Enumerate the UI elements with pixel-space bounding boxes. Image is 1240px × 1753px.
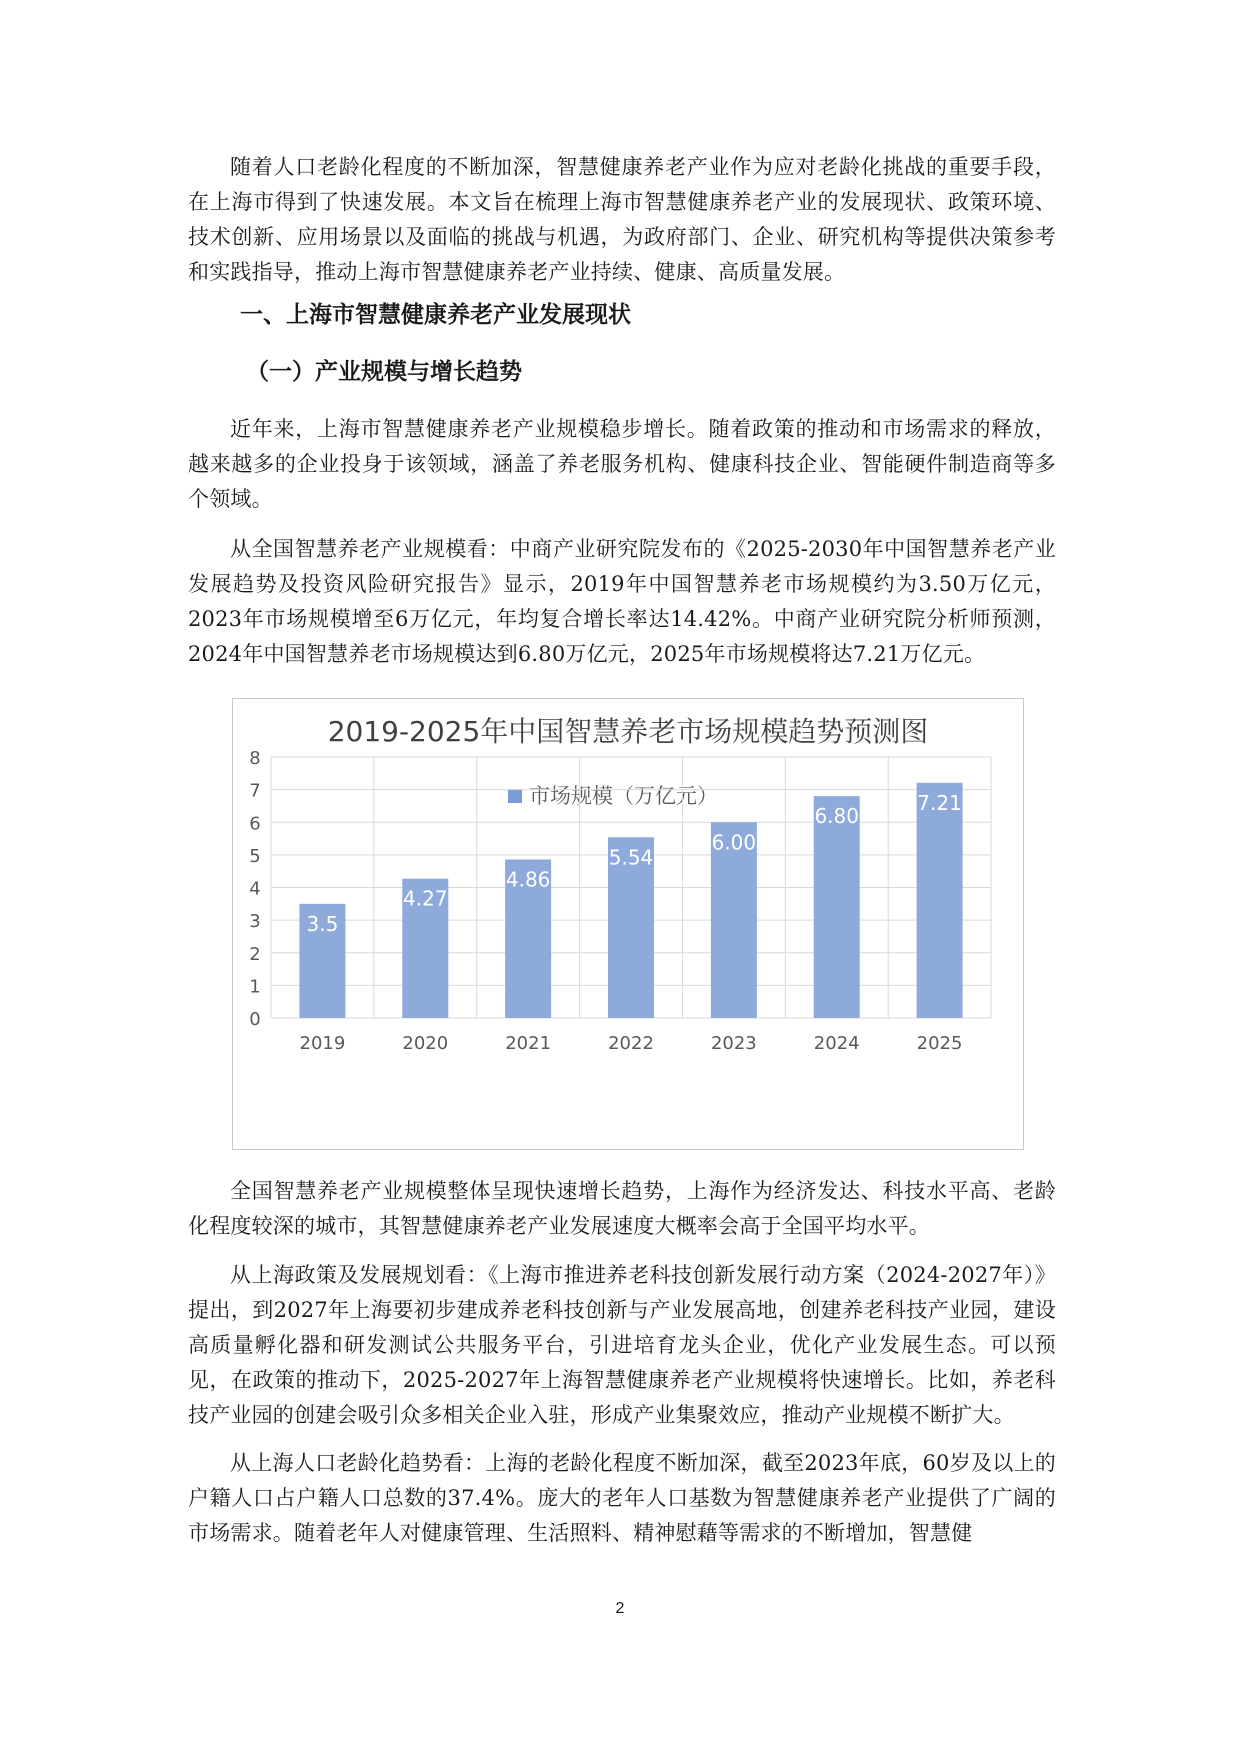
paragraph-national-scale: 从全国智慧养老产业规模看：中商产业研究院发布的《2025-2030年中国智慧养老产业发展趋势及投资风险研究报告》显示，2019年中国智慧养老市场规模约为3.50万亿元，2023年市场规模增至6万亿元，年均复合增长率达14.42%。中商产业研究院分析师预测，2024年中国智慧养老市场规模达到6.80万亿元，2025年市场规模将达7.21万亿元。 (188, 537, 1056, 666)
bar-data-label: 4.27 (403, 886, 448, 911)
x-tick-label: 2021 (505, 1033, 552, 1054)
x-tick-label: 2025 (916, 1033, 963, 1054)
paragraph-shanghai-aging: 从上海人口老龄化趋势看：上海的老龄化程度不断加深，截至2023年底，60岁及以上的户籍人口占户籍人口总数的37.4%。庞大的老年人口基数为智慧健康养老产业提供了广阔的市场需求。随着老年人对健康管理、生活照料、精神慰藉等需求的不断增加，智慧健 (188, 1451, 1056, 1545)
y-tick-label: 8 (249, 748, 261, 769)
x-tick-label: 2023 (710, 1033, 757, 1054)
chart-title: 2019-2025年中国智慧养老市场规模趋势预测图 (327, 715, 929, 748)
chart-bar (814, 796, 860, 1018)
y-tick-label: 7 (249, 780, 261, 802)
chart-legend (508, 784, 718, 808)
y-tick-label: 0 (249, 1009, 261, 1030)
bar-data-label: 4.86 (505, 867, 551, 892)
legend-label: 市场规模（万亿元） (529, 784, 718, 808)
chart-svg (233, 699, 1023, 1149)
bar-data-label: 3.5 (306, 911, 339, 936)
intro-paragraph: 随着人口老龄化程度的不断加深，智慧健康养老产业作为应对老龄化挑战的重要手段，在上海市得到了快速发展。本文旨在梳理上海市智慧健康养老产业的发展现状、政策环境、技术创新、应用场景以及面临的挑战与机遇，为政府部门、企业、研究机构等提供决策参考和实践指导，推动上海市智慧健康养老产业持续、健康、高质量发展。 (188, 155, 1056, 284)
market-size-chart (232, 698, 1024, 1150)
x-tick-label: 2019 (299, 1033, 346, 1054)
bar-data-label: 5.54 (608, 845, 654, 870)
y-tick-label: 2 (249, 943, 261, 965)
y-tick-label: 4 (249, 878, 261, 900)
chart-x-axis (300, 1033, 963, 1054)
chart-bars (299, 783, 962, 1018)
x-tick-label: 2022 (608, 1033, 654, 1054)
x-tick-label: 2020 (402, 1033, 449, 1054)
x-tick-label: 2024 (813, 1033, 860, 1054)
bar-data-label: 6.00 (711, 830, 757, 855)
chart-bar (917, 783, 963, 1018)
paragraph-shanghai-policy: 从上海政策及发展规划看：《上海市推进养老科技创新发展行动方案（2024-2027年）》提出，到2027年上海要初步建成养老科技创新与产业发展高地，创建养老科技产业园，建设高质量孵化器和研发测试公共服务平台，引进培育龙头企业，优化产业发展生态。可以预见，在政策的推动下，2025-2027年上海智慧健康养老产业规模将快速增长。比如，养老科技产业园的创建会吸引众多相关企业入驻，形成产业集聚效应，推动产业规模不断扩大。 (188, 1263, 1056, 1427)
paragraph-industry-scale: 近年来，上海市智慧健康养老产业规模稳步增长。随着政策的推动和市场需求的释放，越来越多的企业投身于该领域，涵盖了养老服务机构、健康科技企业、智能硬件制造商等多个领域。 (188, 417, 1056, 511)
y-tick-label: 5 (249, 845, 261, 867)
bar-data-label: 6.80 (814, 804, 859, 829)
section-heading: 一、上海市智慧健康养老产业发展现状 (240, 302, 631, 328)
y-tick-label: 1 (249, 976, 261, 998)
legend-swatch (508, 789, 522, 803)
y-tick-label: 3 (249, 911, 261, 933)
paragraph-national-trend: 全国智慧养老产业规模整体呈现快速增长趋势，上海作为经济发达、科技水平高、老龄化程度较深的城市，其智慧健康养老产业发展速度大概率会高于全国平均水平。 (188, 1179, 1056, 1238)
page-number: 2 (615, 1600, 625, 1617)
bar-data-label: 7.21 (917, 790, 962, 815)
subsection-heading: （一）产业规模与增长趋势 (246, 358, 522, 385)
y-tick-label: 6 (249, 813, 261, 835)
chart-y-axis (249, 748, 260, 1030)
